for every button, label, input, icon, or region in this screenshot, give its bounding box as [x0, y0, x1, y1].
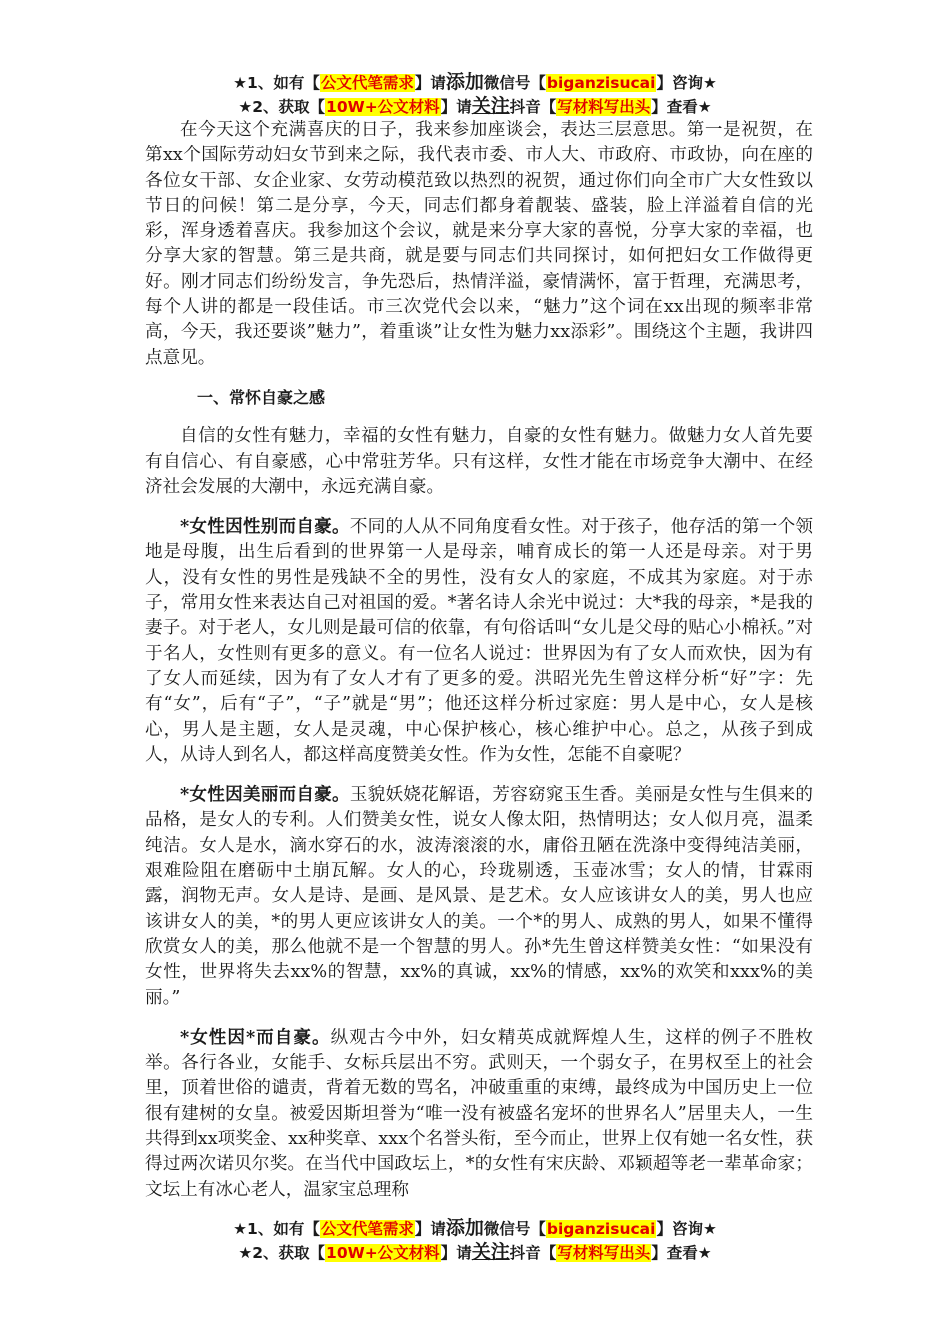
banner-line-1: ★1、如有【公文代笔需求】请添加微信号【biganzisucai】咨询★ — [233, 1217, 717, 1239]
banner-highlight: 写材料写出头 — [557, 1244, 651, 1262]
paragraph-beauty: *女性因美丽而自豪。玉貌妖娆花解语，芳容窈窕玉生香。美丽是女性与生俱来的品格，是女人的专利。人们赞美女性，说女人像太阳，热情明达；女人似月亮，温柔纯洁。女人是水，滴水穿石的水，波涛滚滚的水，庸俗丑陋在洗涤中变得纯洁美丽，艰难险阻在磨砺中土崩瓦解。女人的心，玲珑剔透，玉壶冰雪；女人的情，甘霖雨露，润物无声。女人是诗、是画、是风景、是艺术。女人应该讲女人的美，男人也应该讲女人的美，*的男人更应该讲女人的美。一个*的男人、成熟的男人，如果不懂得欣赏女人的美，那么他就不是一个智慧的男人。孙*先生曾这样赞美女性：“如果没有女性，世界将失去xx%的智慧，xx%的真诚，xx%的情感，xx%的欢笑和xxx%的美丽。” — [145, 784, 813, 1008]
banner-highlight: 公文代笔需求 — [320, 1220, 414, 1238]
intro-paragraph: 在今天这个充满喜庆的日子，我来参加座谈会，表达三层意思。第一是祝贺，在第xx个国际劳动妇女节到来之际，我代表市委、市人大、市政府、市政协，向在座的各位女干部、女企业家、女劳动模范致以热烈的祝贺，通过你们向全市广大女性致以节日的问候！第二是分享，今天，同志们都身着靓装、盛装，脸上洋溢着自信的光彩，浑身透着喜庆。我参加这个会议，就是来分享大家的喜悦，分享大家的幸福，也分享大家的智慧。第三是共商，就是要与同志们共同探讨，如何把妇女工作做得更好。刚才同志们纷纷发言，争先恐后，热情洋溢，豪情满怀，富于哲理，充满思考，每个人讲的都是一段佳话。市三次党代会以来，“魅力”这个词在xx出现的频率非常高，今天，我还要谈”魅力”，着重谈”让女性为魅力xx添彩”。围绕这个主题，我讲四点意见。 — [145, 120, 813, 368]
banner-highlight: biganzisucai — [546, 74, 656, 92]
paragraph-gender: *女性因性别而自豪。不同的人从不同角度看女性。对于孩子，他存活的第一个领地是母腹，出生后看到的世界第一人是母亲，哺育成长的第一人还是母亲。对于男人，没有女性的男性是残缺不全的男性，没有女人的家庭，不成其为家庭。对于赤子，常用女性来表达自己对祖国的爱。*著名诗人余光中说过：大*我的母亲，*是我的妻子。对于老人，女儿则是最可信的依靠，有句俗话叫“女儿是父母的贴心小棉袄。”对于名人，女性则有更多的意义。有一位名人说过：世界因为有了女人而欢快，因为有了女人而延续，因为有了女人才有了更多的爱。洪昭光先生曾这样分析“好”字：先有“女”，后有“子”，“子”就是“男”；他还这样分析过家庭：男人是中心，女人是核心，男人是主题，女人是灵魂，中心保护核心，核心维护中心。总之，从孩子到成人，从诗人到名人，都这样高度赞美女性。作为女性，怎能不自豪呢？ — [145, 516, 813, 765]
banner-line-2: ★2、获取【10W+公文材料】请关注抖音【写材料写出头】查看★ — [238, 95, 712, 117]
banner-highlight: 公文代笔需求 — [320, 74, 414, 92]
banner-highlight: 写材料写出头 — [557, 98, 651, 116]
footer-banner — [0, 1216, 950, 1264]
paragraph-lead: *女性因*而自豪。 — [180, 1026, 331, 1048]
banner-highlight: biganzisucai — [546, 1220, 656, 1238]
paragraph-lead: *女性因美丽而自豪。 — [180, 784, 350, 806]
paragraph-achievement: *女性因*而自豪。纵观古今中外，妇女精英成就辉煌人生，这样的例子不胜枚举。各行各业，女能手、女标兵层出不穷。武则天，一个弱女子，在男权至上的社会里，顶着世俗的谴责，背着无数的骂名，冲破重重的束缚，最终成为中国历史上一位很有建树的女皇。被爱因斯坦誉为“唯一没有被盛名宠坏的世界名人”居里夫人，一生共得到xx项奖金、xx种奖章、xxx个名誉头衔，至今而止，世界上仅有她一名女性，获得过两次诺贝尔奖。在当代中国政坛上，*的女性有宋庆龄、邓颖超等老一辈革命家；文坛上有冰心老人，温家宝总理称 — [145, 1026, 813, 1200]
paragraph-lead: *女性因性别而自豪。 — [180, 516, 350, 538]
paragraph-confidence: 自信的女性有魅力，幸福的女性有魅力，自豪的女性有魅力。做魅力女人首先要有自信心、有自豪感，心中常驻芳华。只有这样，女性才能在市场竞争大潮中、在经济社会发展的大潮中，永远充满自豪。 — [145, 426, 813, 497]
banner-highlight: 10W+公文材料 — [326, 1244, 440, 1262]
banner-highlight: 10W+公文材料 — [326, 98, 440, 116]
section-heading: 一、常怀自豪之感 — [197, 387, 326, 407]
banner-line-1: ★1、如有【公文代笔需求】请添加微信号【biganzisucai】咨询★ — [233, 71, 717, 93]
header-banner — [0, 70, 950, 118]
document-body — [145, 118, 813, 1203]
banner-line-2: ★2、获取【10W+公文材料】请关注抖音【写材料写出头】查看★ — [238, 1241, 712, 1263]
